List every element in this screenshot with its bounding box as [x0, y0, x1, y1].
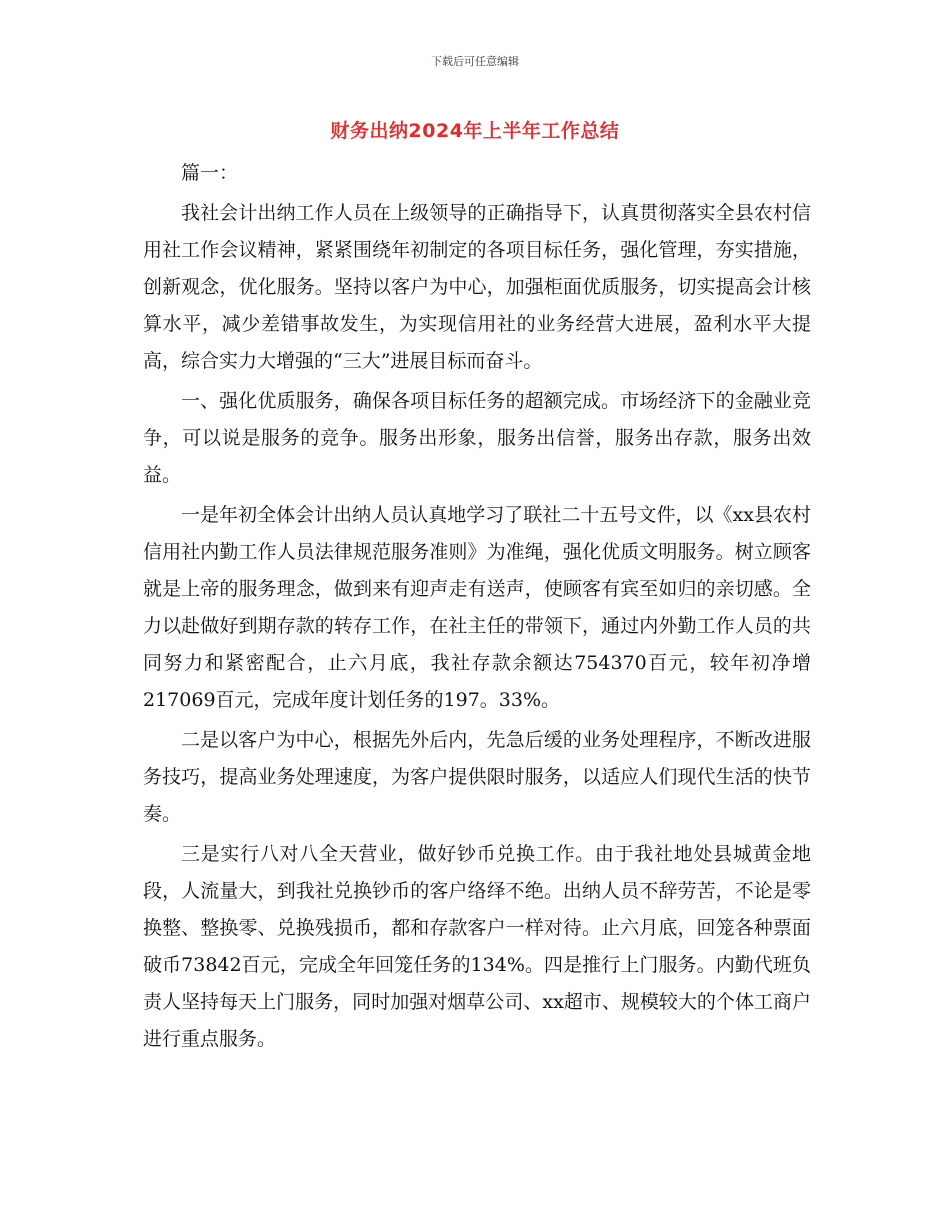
paragraph-point-one: 一是年初全体会计出纳人员认真地学习了联社二十五号文件，以《xx县农村信用社内勤工作人员法律规范服务准则》为准绳，强化优质文明服务。树立顾客就是上帝的服务理念，做到来有迎声走有送声，使顾客有宾至如归的亲切感。全力以赴做好到期存款的转存工作，在社主任的带领下，通过内外勤工作人员的共同努力和紧密配合，止六月底，我社存款余额达754370百元，较年初净增217069百元，完成年度计划任务的197。33%。 [143, 504, 811, 711]
section-label: 篇一： [181, 162, 239, 184]
paragraph-point-three: 三是实行八对八全天营业，做好钞币兑换工作。由于我社地处县城黄金地段，人流量大，到我社兑换钞币的客户络绎不绝。出纳人员不辞劳苦，不论是零换整、整换零、兑换残损币，都和存款客户一样对待。止六月底，回笼各种票面破币73842百元，完成全年回笼任务的134%。四是推行上门服务。内勤代班负责人坚持每天上门服务，同时加强对烟草公司、xx超市、规模较大的个体工商户进行重点服务。 [143, 843, 811, 1050]
page-header: 下载后可任意编辑 [431, 55, 519, 68]
paragraph-section-one: 一、强化优质服务，确保各项目标任务的超额完成。市场经济下的金融业竞争，可以说是服务的竞争。服务出形象，服务出信誉，服务出存款，服务出效益。 [143, 390, 811, 486]
document-body [143, 155, 811, 1058]
paragraph-intro: 我社会计出纳工作人员在上级领导的正确指导下，认真贯彻落实全县农村信用社工作会议精神，紧紧围绕年初制定的各项目标任务，强化管理，夯实措施，创新观念，优化服务。坚持以客户为中心，加强柜面优质服务，切实提高会计核算水平，减少差错事故发生，为实现信用社的业务经营大进展，盈利水平大提高，综合实力大增强的“三大”进展目标而奋斗。 [143, 202, 811, 372]
paragraph-point-two: 二是以客户为中心，根据先外后内，先急后缓的业务处理程序，不断改进服务技巧，提高业务处理速度，为客户提供限时服务，以适应人们现代生活的快节奏。 [143, 729, 811, 825]
document-title: 财务出纳2024年上半年工作总结 [330, 120, 620, 142]
